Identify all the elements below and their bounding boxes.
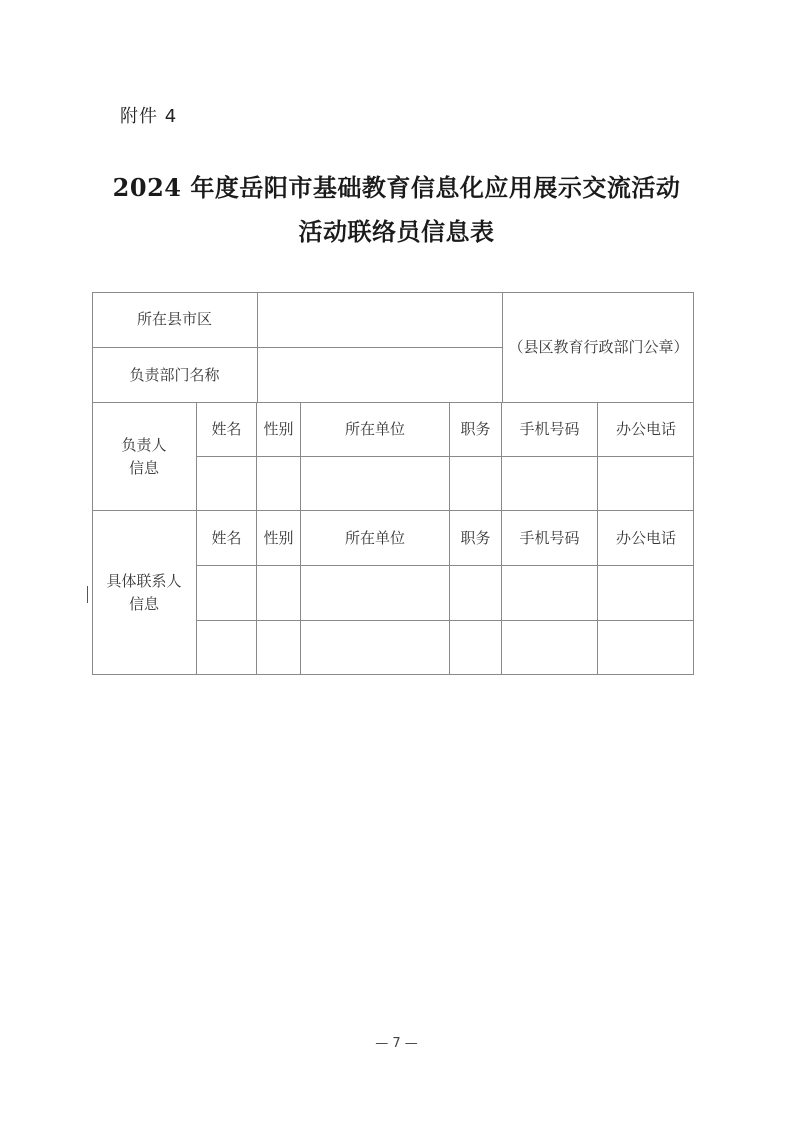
contact-section-label <box>92 511 196 675</box>
contact-header-gender: 性别 <box>263 528 294 547</box>
contact1-unit-field[interactable] <box>301 566 449 620</box>
contact1-gender-field[interactable] <box>257 566 300 620</box>
responsible-header-name: 姓名 <box>211 420 242 438</box>
document-title-line2: 活动联络员信息表 <box>298 217 495 246</box>
responsible-label-line2: 信息 <box>128 458 159 477</box>
contact-header-position: 职务 <box>460 528 491 547</box>
contact2-name-field[interactable] <box>197 621 256 674</box>
responsible-name-field[interactable] <box>197 457 256 510</box>
county-field[interactable] <box>258 293 501 347</box>
contact-header-mobile: 手机号码 <box>519 528 580 547</box>
contact-header-office-phone: 办公电话 <box>615 528 676 547</box>
contact2-unit-field[interactable] <box>301 621 449 674</box>
contact1-mobile-field[interactable] <box>502 566 597 620</box>
contact-info-form <box>92 292 694 675</box>
responsible-section-label <box>92 403 196 510</box>
dept-name-label: 负责部门名称 <box>129 365 220 384</box>
responsible-mobile-field[interactable] <box>502 457 597 510</box>
contact1-name-field[interactable] <box>197 566 256 620</box>
attachment-label: 附件 4 <box>120 106 178 127</box>
margin-mark <box>87 586 88 603</box>
responsible-header-unit: 所在单位 <box>344 420 405 438</box>
contact1-position-field[interactable] <box>450 566 501 620</box>
contact-label-line1: 具体联系人 <box>106 572 182 590</box>
page-number: — 7 — <box>375 1036 418 1051</box>
responsible-label-line1: 负责人 <box>121 435 167 454</box>
contact2-mobile-field[interactable] <box>502 621 597 674</box>
dept-name-field[interactable] <box>258 348 501 402</box>
responsible-position-field[interactable] <box>450 457 501 510</box>
responsible-header-office-phone: 办公电话 <box>615 420 676 438</box>
contact1-office-phone-field[interactable] <box>598 566 694 620</box>
contact2-office-phone-field[interactable] <box>598 621 694 674</box>
contact-header-name: 姓名 <box>211 528 242 547</box>
responsible-header-gender: 性别 <box>263 420 294 438</box>
responsible-header-position: 职务 <box>460 420 491 438</box>
responsible-gender-field[interactable] <box>257 457 300 510</box>
responsible-header-mobile: 手机号码 <box>519 420 580 438</box>
responsible-office-phone-field[interactable] <box>598 457 694 510</box>
contact-label-line2: 信息 <box>128 595 159 613</box>
contact2-gender-field[interactable] <box>257 621 300 674</box>
county-label: 所在县市区 <box>136 310 212 328</box>
document-title-line1: 2024 年度岳阳市基础教育信息化应用展示交流活动 <box>112 173 681 202</box>
seal-area: （县区教育行政部门公章） <box>508 337 689 356</box>
responsible-unit-field[interactable] <box>301 457 449 510</box>
contact-header-unit: 所在单位 <box>344 528 405 547</box>
contact2-position-field[interactable] <box>450 621 501 674</box>
